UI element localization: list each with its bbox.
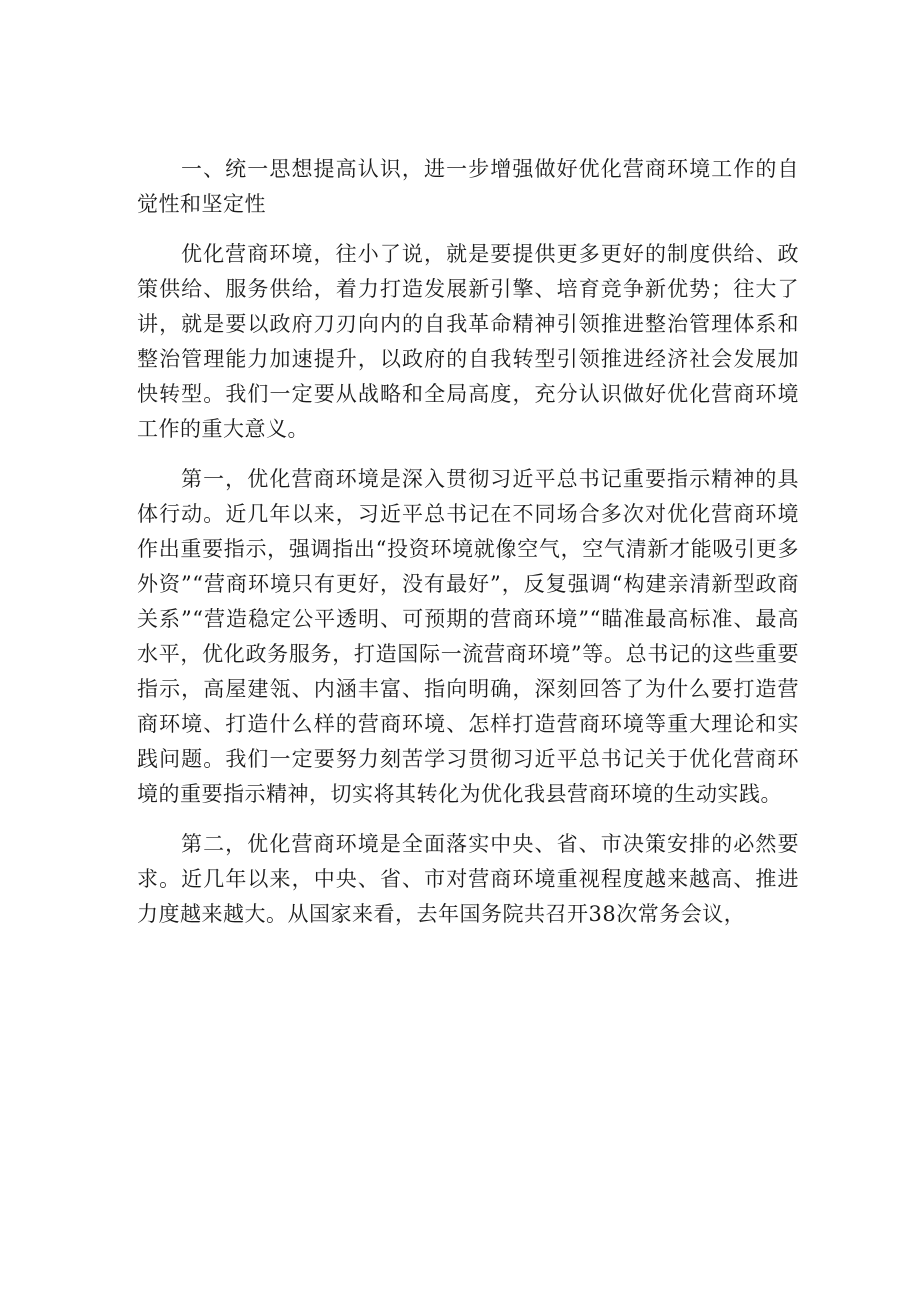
document-body <box>137 152 799 947</box>
section-heading: 一、统一思想提高认识，进一步增强做好优化营商环境工作的自觉性和坚定性 <box>137 157 799 216</box>
paragraph-first-point: 第一，优化营商环境是深入贯彻习近平总书记重要指示精神的具体行动。近几年以来，习近平总书记在不同场合多次对优化营商环境作出重要指示，强调指出“投资环境就像空气，空气清新才能吸引更多外资”“营商环境只有更好，没有最好”，反复强调“构建亲清新型政商关系”“营造稳定公平透明、可预期的营商环境”“瞄准最高标准、最高水平，优化政务服务，打造国际一流营商环境”等。总书记的这些重要指示，高屋建瓴、内涵丰富、指向明确，深刻回答了为什么要打造营商环境、打造什么样的营商环境、怎样打造营商环境等重大理论和实践问题。我们一定要努力刻苦学习贯彻习近平总书记关于优化营商环境的重要指示精神，切实将其转化为优化我县营商环境的生动实践。 <box>137 467 799 806</box>
paragraph-intro: 优化营商环境，往小了说，就是要提供更多更好的制度供给、政策供给、服务供给，着力打造发展新引擎、培育竞争新优势；往大了讲，就是要以政府刀刃向内的自我革命精神引领推进整治管理体系和整治管理能力加速提升，以政府的自我转型引领推进经济社会发展加快转型。我们一定要从战略和全局高度，充分认识做好优化营商环境工作的重大意义。 <box>137 242 799 441</box>
paragraph-second-point: 第二，优化营商环境是全面落实中央、省、市决策安排的必然要求。近几年以来，中央、省、市对营商环境重视程度越来越高、推进力度越来越大。从国家来看，去年国务院共召开38次常务会议， <box>137 832 799 926</box>
